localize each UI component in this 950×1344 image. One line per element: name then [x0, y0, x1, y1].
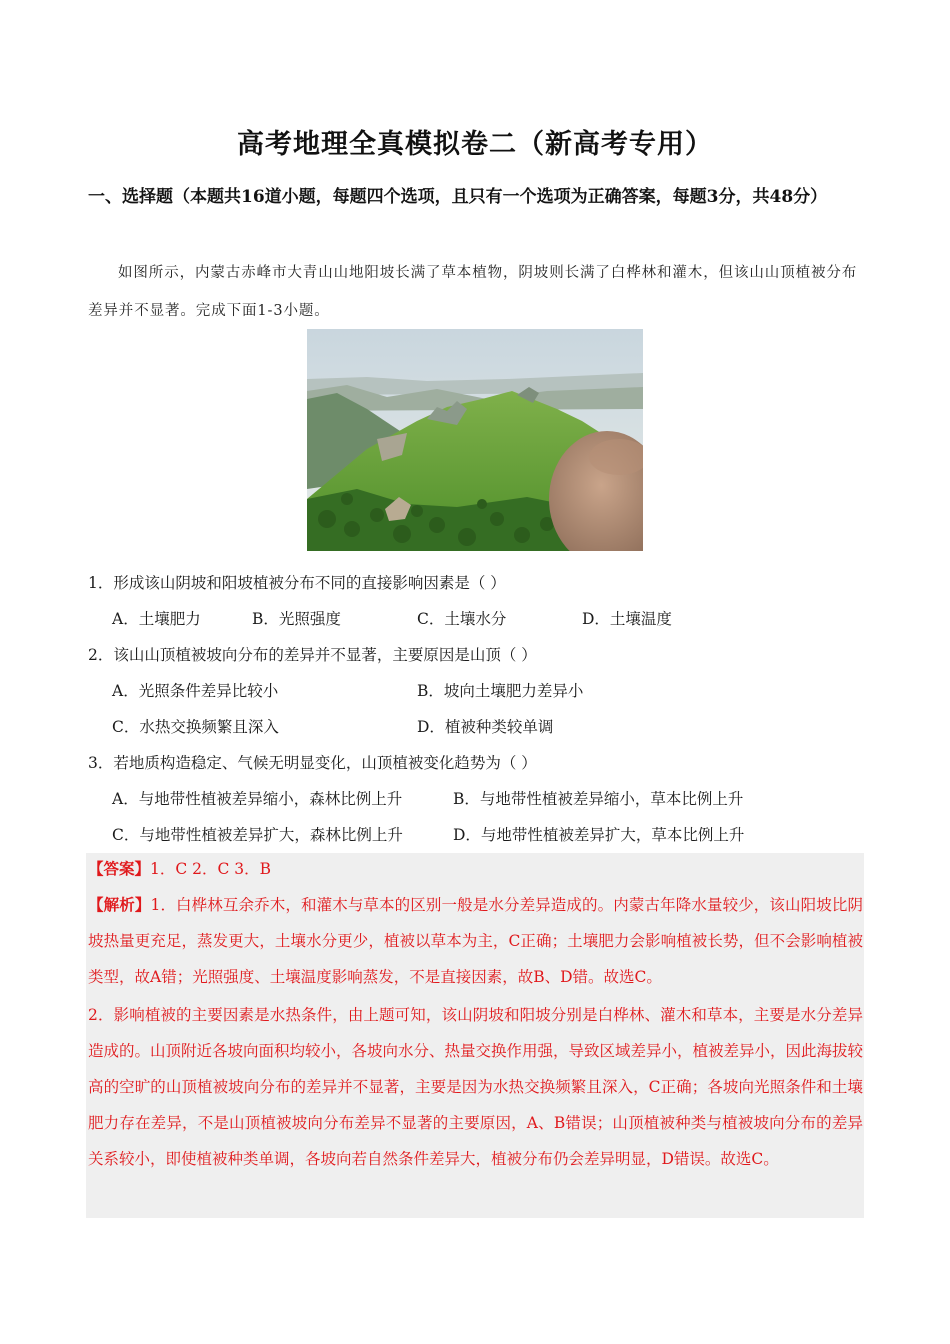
- question-3-option-a: A．与地带性植被差异缩小，森林比例上升: [112, 790, 403, 808]
- analysis-paragraph-1: [88, 887, 863, 995]
- question-3-option-b: B．与地带性植被差异缩小，草本比例上升: [453, 790, 744, 808]
- question-3-option-d: D．与地带性植被差异扩大，草本比例上升: [453, 826, 745, 844]
- question-1-stem: 1．形成该山阴坡和阳坡植被分布不同的直接影响因素是（ ）: [88, 574, 506, 592]
- analysis-text-2: 2．影响植被的主要因素是水热条件，由上题可知，该山阴坡和阳坡分别是白桦林、灌木和草本，主要是水分差异造成的。山顶附近各坡向面积均较小，各坡向水分、热量交换作用强，导致区域差异小，植被差异小，因此海拔较高的空旷的山顶植被坡向分布的差异并不显著，主要是因为水热交换频繁且深入，C正确；各坡向光照条件和土壤肥力存在差异，不是山顶植被坡向分布差异不显著的主要原因，A、B错误；山顶植被种类与植被坡向分布的差异关系较小，即使植被种类单调，各坡向若自然条件差异大，植被分布仍会差异明显，D错误。故选C。: [88, 1006, 864, 1168]
- question-2-stem: 2．该山山顶植被坡向分布的差异并不显著，主要原因是山顶（ ）: [88, 646, 537, 664]
- analysis-text-1: 1．白桦林互余乔木，和灌木与草本的区别一般是水分差异造成的。内蒙古年降水量较少，该山阳坡比阴坡热量更充足，蒸发更大，土壤水分更少，植被以草本为主，C正确；土壤肥力会影响植被长势，但不会影响植被类型，故A错；光照强度、土壤温度影响蒸发，不是直接因素，故B、D错。故选C。: [88, 896, 863, 986]
- question-2-option-a: A．光照条件差异比较小: [112, 682, 279, 700]
- page-title: 高考地理全真模拟卷二（新高考专用）: [237, 129, 713, 160]
- question-1-option-b: B．光照强度: [252, 610, 341, 628]
- analysis-paragraph-2: [88, 997, 863, 1177]
- question-2-option-c: C．水热交换频繁且深入: [112, 718, 279, 736]
- question-2-option-b: B．坡向土壤肥力差异小: [417, 682, 584, 700]
- intro-text: 如图所示，内蒙古赤峰市大青山山地阳坡长满了草本植物，阴坡则长满了白桦林和灌木，但该山山顶植被分布差异并不显著。完成下面1-3小题。: [88, 265, 858, 319]
- question-3-option-c: C．与地带性植被差异扩大，森林比例上升: [112, 826, 403, 844]
- question-1-option-d: D．土壤温度: [582, 610, 672, 628]
- mountain-photo: [307, 329, 643, 551]
- answer-tag: 【答案】: [88, 859, 151, 878]
- analysis-tag: 【解析】: [88, 895, 151, 914]
- question-1-option-a: A．土壤肥力: [112, 610, 201, 628]
- question-3-stem: 3．若地质构造稳定、气候无明显变化，山顶植被变化趋势为（ ）: [88, 754, 537, 772]
- question-2-option-d: D．植被种类较单调: [417, 718, 554, 736]
- question-1-option-c: C．土壤水分: [417, 610, 507, 628]
- question-intro: [88, 254, 868, 330]
- section-heading: 一、选择题（本题共16道小题，每题四个选项，且只有一个选项为正确答案，每题3分，共48分）: [88, 187, 828, 207]
- answer-text: 1．C 2．C 3．B: [150, 860, 272, 878]
- answer-line: [88, 851, 863, 887]
